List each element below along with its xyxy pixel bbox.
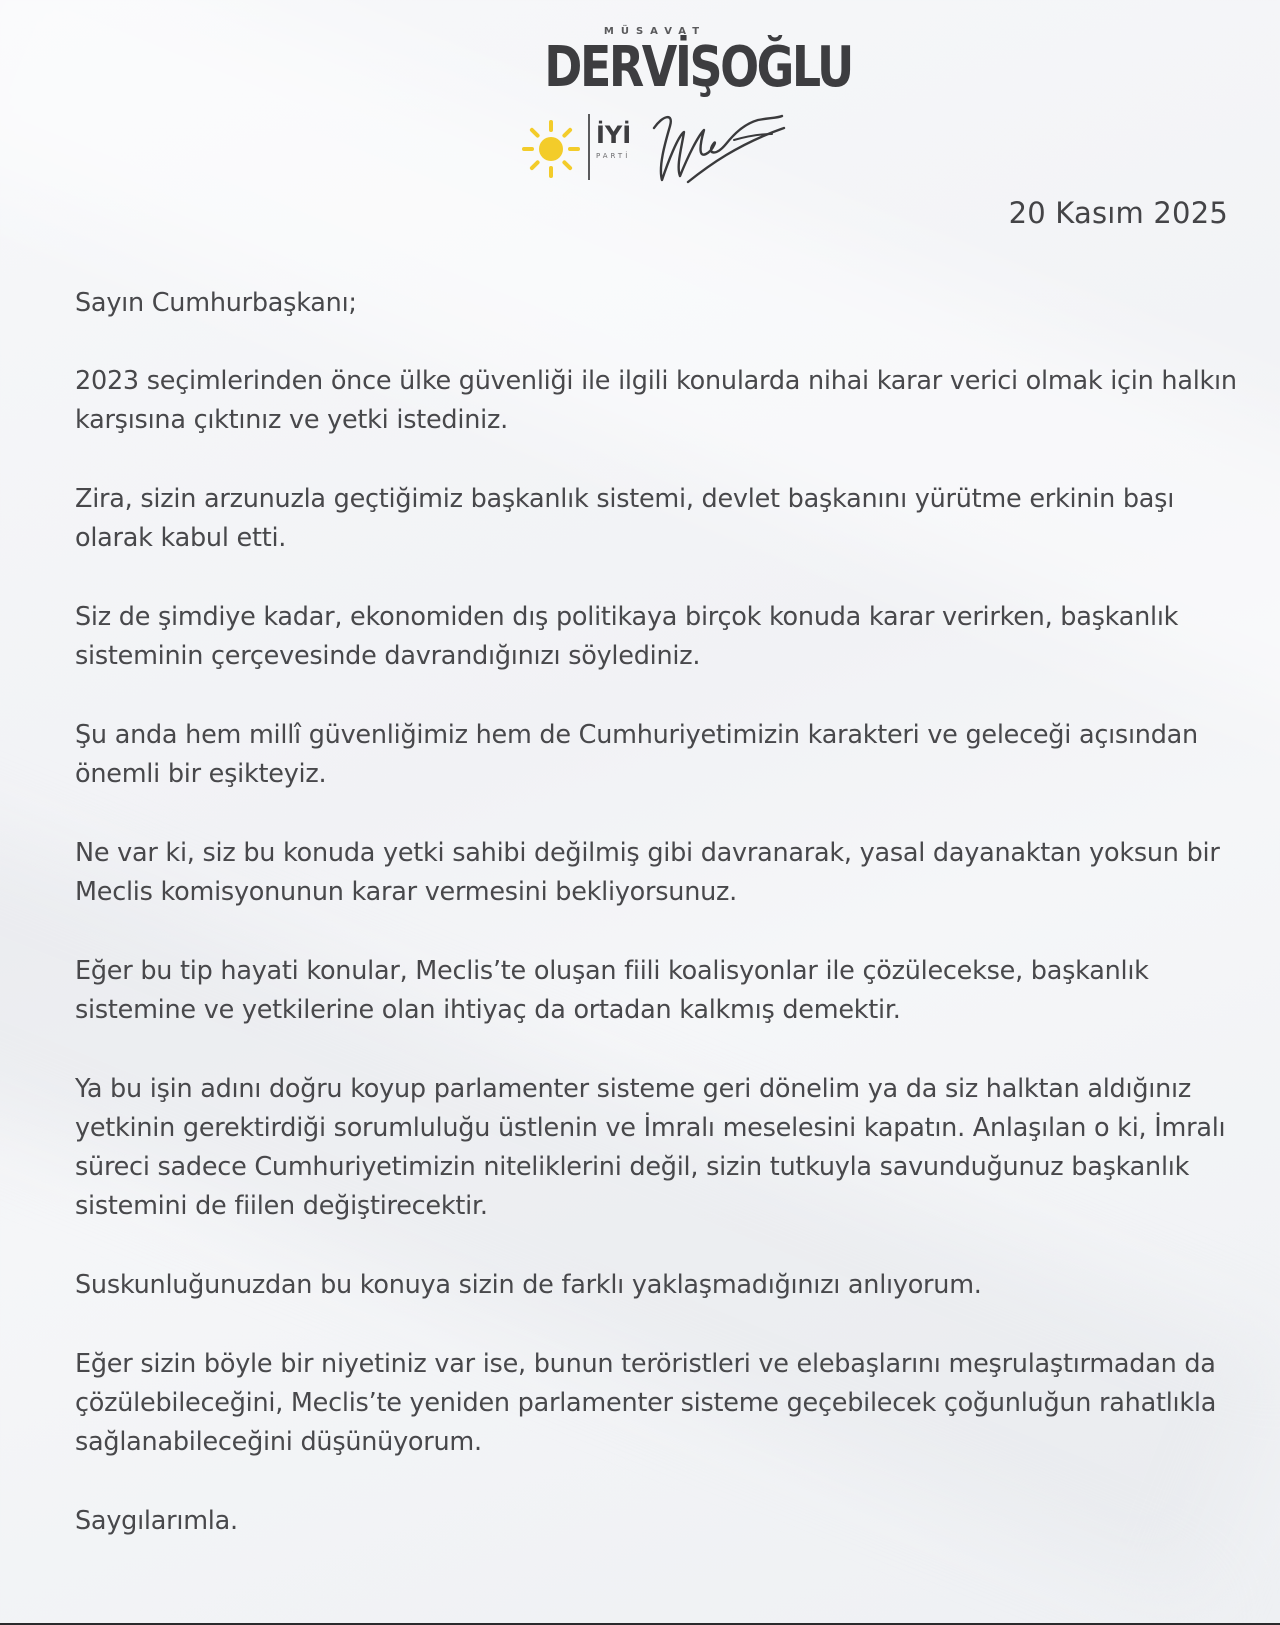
paragraph-8: Suskunluğunuzdan bu konuya sizin de farklı yaklaşmadığınızı anlıyorum. — [75, 1270, 982, 1300]
party-logo — [588, 114, 642, 180]
sun-logo-icon — [520, 118, 582, 180]
paragraph-3: Siz de şimdiye kadar, ekonomiden dış politikaya birçok konuda karar verirken, başkanlık sisteminin çerçevesinde davrandığınızı söylediniz. — [75, 602, 1179, 671]
paragraph-9: Eğer sizin böyle bir niyetiniz var ise, bunun teröristleri ve elebaşlarını meşrulaştırmadan da çözülebileceğini, Meclis’te yeniden parlamenter sisteme geçebilecek çoğunluğun rahatlıkla sağlanabileceğini düşünüyorum. — [75, 1349, 1217, 1457]
paragraph-6: Eğer bu tip hayati konular, Meclis’te oluşan fiili koalisyonlar ile çözülecekse, başkanlık sistemine ve yetkilerine olan ihtiyaç da ortadan kalkmış demektir. — [75, 956, 1149, 1025]
letter-date: 20 Kasım 2025 — [1008, 196, 1228, 230]
paragraph-5: Ne var ki, siz bu konuda yetki sahibi değilmiş gibi davranarak, yasal dayanaktan yoksun bir Meclis komisyonunun karar vermesini bekliyorsunuz. — [75, 838, 1220, 907]
party-subtitle: PARTİ — [596, 152, 631, 160]
letter-body — [75, 284, 1245, 1581]
signature-icon — [648, 106, 788, 192]
letterhead-first-name: MÜSAVAT — [603, 26, 707, 37]
letterhead — [520, 18, 852, 193]
salutation: Sayın Cumhurbaşkanı; — [75, 288, 357, 318]
party-name: İYİ — [596, 121, 632, 149]
paragraph-7: Ya bu işin adını doğru koyup parlamenter sisteme geri dönelim ya da siz halktan aldığınız yetkinin gerektirdiği sorumluluğu üstlenin ve İmralı meselesini kapatın. Anlaşılan o ki, İmralı süreci sadece Cumhuriyetimizin niteliklerini değil, sizin tutkuyla savunduğunuz başkanlık sistemini de fiilen değiştirecektir. — [75, 1074, 1226, 1221]
paragraph-2: Zira, sizin arzunuzla geçtiğimiz başkanlık sistemi, devlet başkanını yürütme erkinin başı olarak kabul etti. — [75, 484, 1175, 553]
paragraph-1: 2023 seçimlerinden önce ülke güvenliği ile ilgili konularda nihai karar verici olmak için halkın karşısına çıktınız ve yetki istediniz. — [75, 366, 1237, 435]
letterhead-last-name: DERVİŞOĞLU — [544, 35, 852, 100]
paragraph-4: Şu anda hem millî güvenliğimiz hem de Cumhuriyetimizin karakteri ve geleceği açısından önemli bir eşikteyiz. — [75, 720, 1198, 789]
closing: Saygılarımla. — [75, 1506, 238, 1536]
